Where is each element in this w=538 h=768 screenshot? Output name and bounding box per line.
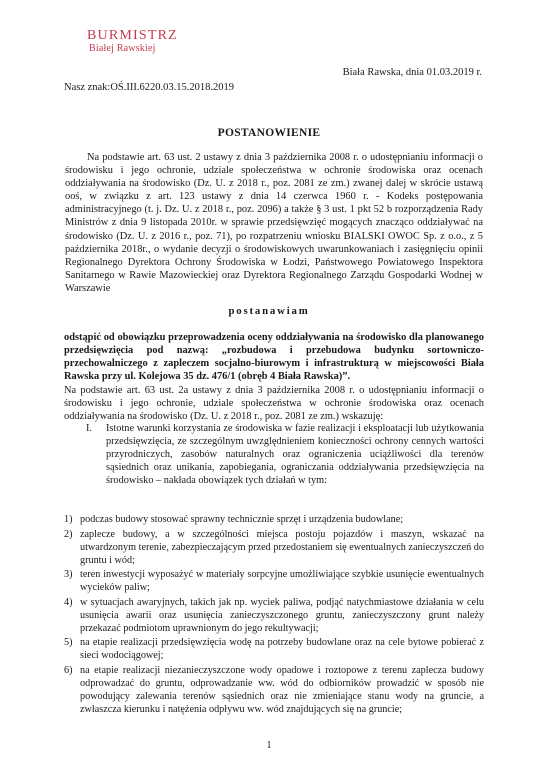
intro-text: Na podstawie art. 63 ust. 2 ustawy z dnia 3 października 2008 r. o udostępnianiu informacji o środowisku i jego ochronie, udziale społeczeństwa w ochronie środowiska oraz ocenach oddziaływania na środowisko (Dz. U. z 2018 r., poz. 2081 ze zm.) zwanej dalej w skrócie ustawą ooś, w związku z art. 123 ustawy z dnia 14 czerwca 1960 r. - Kodeks postępowania administracyjnego (t. j. Dz. U. z 2018 r., poz. 2096) a także § 3 ust. 1 pkt 52 b rozporządzenia Rady Ministrów z dnia 9 listopada 2010r. w sprawie przedsięwzięć mogących znacząco oddziaływać na środowisko (Dz. U. z 2016 r., poz. 71), po rozpatrzeniu wniosku BIALSKI OWOC Sp. z o.o., z 5 października 2018r., o wydanie decyzji o środowiskowych uwarunkowaniach i zasięgnięciu opinii Regionalnego Dyrektora Ochrony Środowiska w Łodzi, Państwowego Powiatowego Inspektora Sanitarnego w Rawie Mazowieckiej oraz Dyrektora Regionalnego Zarządu Gospodarki Wodnej w Warszawie	[65, 152, 483, 294]
section-number: I.	[86, 423, 93, 434]
list-item-text: zaplecze budowy, a w szczególności miejsca postoju pojazdów i maszyn, wskazać na utwardzonym terenie, zabezpieczającym przed przedostaniem się ewentualnych zanieczyszczeń do gruntu i wód;	[80, 528, 484, 566]
list-item	[64, 636, 484, 662]
stamp-line-2: Białej Rawskiej	[89, 43, 156, 54]
decision-heading: postanawiam	[228, 305, 310, 317]
burmistrz-stamp	[87, 28, 178, 54]
reference-number: Nasz znak:OŚ.III.6220.03.15.2018.2019	[64, 82, 235, 93]
list-item-text: na etapie realizacji niezanieczyszczone wody opadowe i roztopowe z terenu zaplecza budowy odprowadzać do gruntu, odprowadzanie ww. wód do odbiorników prowadzić w sposób nie powodujący zalewania terenów sąsiednich oraz nie zmieniające stanu wody na gruncie, a zwłaszcza kierunku i natężenia odpływu ww. wód znajdujących się na gruncie;	[80, 664, 484, 715]
conditions-list	[64, 513, 484, 718]
list-item-number: 2)	[64, 528, 73, 540]
list-item	[64, 568, 484, 594]
legal-basis-paragraph	[64, 384, 484, 423]
document-title: POSTANOWIENIE	[217, 127, 321, 139]
list-item-number: 6)	[64, 664, 73, 676]
list-item	[64, 528, 484, 567]
list-item-number: 1)	[64, 514, 73, 525]
page-number: 1	[266, 740, 272, 751]
list-item-number: 5)	[64, 637, 73, 649]
list-item	[64, 664, 484, 716]
decision-text: odstąpić od obowiązku przeprowadzenia oceny oddziaływania na środowisko dla planowanego przedsięwzięcia pod nazwą: „rozbudowa i przebudowa budynku sortowniczo-przechowalniczego z zapleczem socjalno-biurowym i infrastrukturą w miejscowości Biała Rawska przy ul. Kolejowa 35 dz. 476/1 (obręb 4 Biała Rawska)”.	[64, 332, 484, 382]
list-item-text: na etapie realizacji przedsięwzięcia wodę na potrzeby budowlane oraz na cele bytowe pobierać z sieci wodociągowej;	[80, 637, 484, 662]
stamp-line-1: BURMISTRZ	[87, 28, 178, 43]
document-date: Biała Rawska, dnia 01.03.2019 r.	[342, 67, 482, 78]
section-text: Istotne warunki korzystania ze środowiska w fazie realizacji i eksploatacji lub użytkowania przedsięwzięcia, ze szczególnym uwzględnieniem konieczności ochrony cennych wartości przyrodniczych, zasobów naturalnych oraz ograniczenia uciążliwości dla terenów sąsiednich oraz unikania, zapobiegania, ograniczania oddziaływania przedsięwzięcia na środowisko – nakłada obowiązek tych działań w tym:	[106, 423, 484, 486]
list-item	[64, 596, 484, 635]
intro-paragraph	[65, 151, 483, 295]
list-item-number: 3)	[64, 569, 73, 581]
list-item-text: podczas budowy stosować sprawny technicznie sprzęt i urządzenia budowlane;	[80, 514, 404, 525]
list-item-text: teren inwestycji wyposażyć w materiały sorpcyjne umożliwiające szybkie usunięcie ewentualnych wycieków paliw;	[80, 569, 484, 594]
decision-paragraph	[64, 331, 484, 383]
legal-basis-text: Na podstawie art. 63 ust. 2a ustawy z dnia 3 października 2008 r. o udostępnianiu informacji o środowisku i jego ochronie, udziale społeczeństwa w ochronie środowiska oraz ocenach oddziaływania na środowisko (Dz. U. z 2018 r., poz. 2081 ze zm.) wskazuję:	[64, 385, 484, 422]
list-item-text: w sytuacjach awaryjnych, takich jak np. wyciek paliwa, podjąć natychmiastowe działania w celu usunięcia awarii oraz usunięcia zanieczyszczonego gruntu, zanieczyszczony grunt należy przekazać podmiotom uprawnionym do jego rekultywacji;	[80, 596, 484, 634]
list-item-number: 4)	[64, 596, 73, 608]
list-item	[64, 513, 484, 526]
